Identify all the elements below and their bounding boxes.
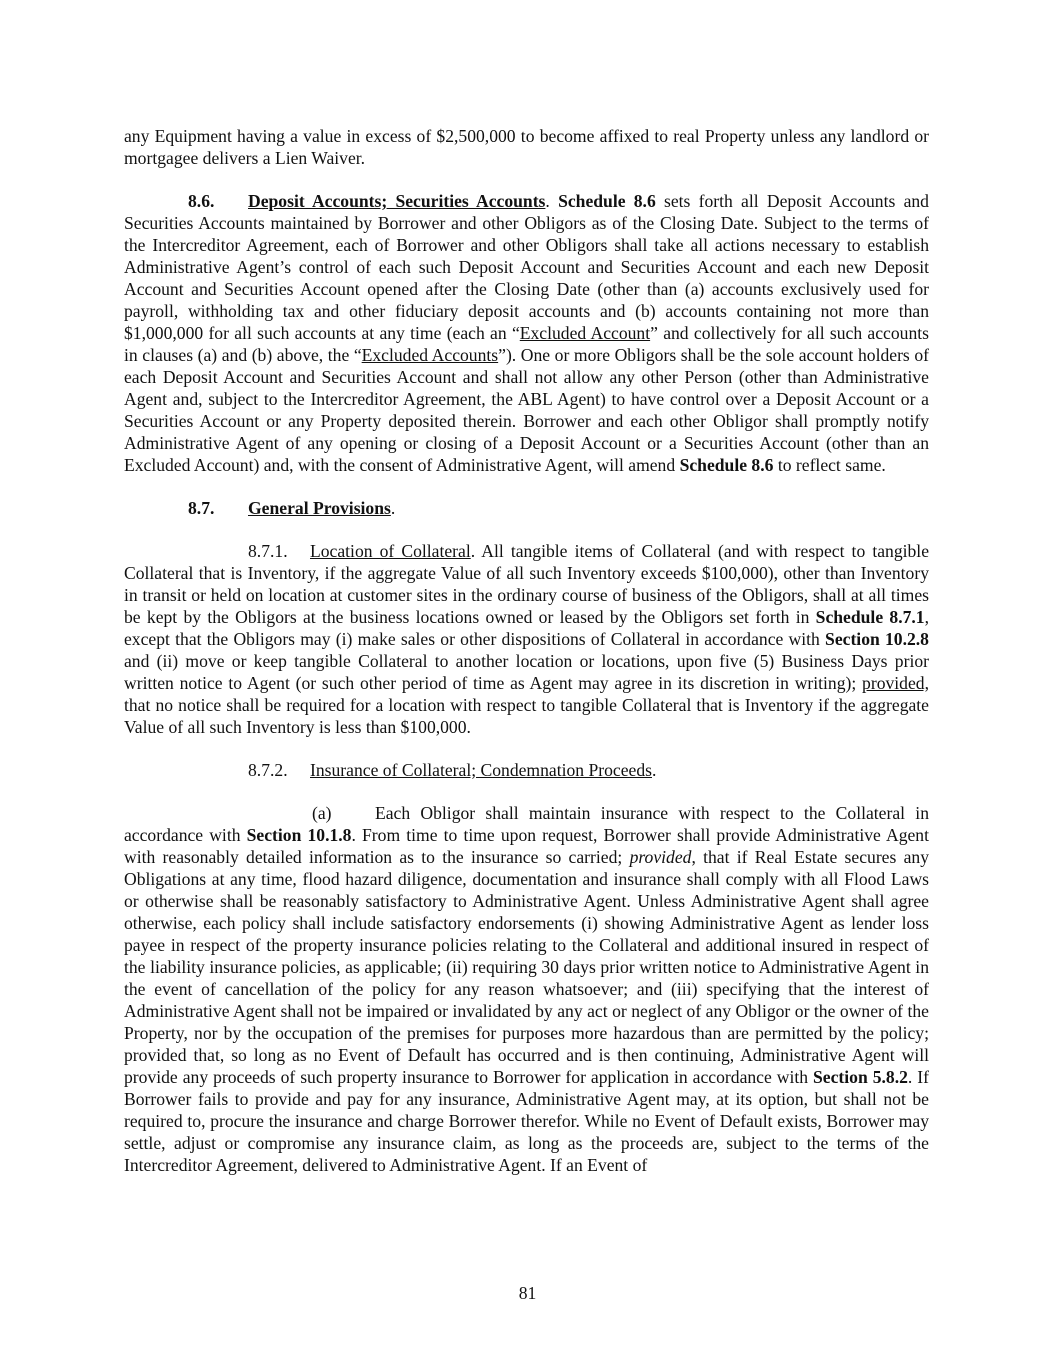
proviso: provided, <box>862 673 929 693</box>
subsection-title: Location of Collateral <box>310 541 471 561</box>
defined-term: Excluded Accounts <box>361 345 499 365</box>
section-8-7-2: 8.7.2. Insurance of Collateral; Condemnation Proceeds. <box>248 760 657 780</box>
section-number: 8.7. <box>188 498 215 518</box>
section-title: General Provisions <box>248 498 391 518</box>
subsection-number: 8.7.1. <box>248 541 288 561</box>
paragraph-label: (a) <box>312 803 332 823</box>
schedule-ref: Schedule 8.6 <box>558 191 656 211</box>
section-8-6: 8.6. Deposit Accounts; Securities Accounts. Schedule 8.6 sets forth all Deposit Accounts and Securities Accounts maintained by Borrower and other Obligors as of the Closing Date. Subject to the terms of the Intercreditor Agreement, each of Borrower and other Obligors shall take all actions necessary to establish Administrative Agent’s control of each such Deposit Account and Securities Account and each new Deposit Account and Securities Account opened after the Closing Date (other than (a) accounts exclusively used for payroll, withholding tax and other fiduciary deposit accounts and (b) accounts containing not more than $1,000,000 for all such accounts at any time (each an “Excluded Account” and collectively for all such accounts in clauses (a) and (b) above, the “Excluded Accounts”). One or more Obligors shall be the sole account holders of each Deposit Account and Securities Account and shall not allow any other Person (other than Administrative Agent and, subject to the Intercreditor Agreement, the ABL Agent) to have control over a Deposit Account or a Securities Account or any Property deposited therein. Borrower and each other Obligor shall promptly notify Administrative Agent of any opening or closing of a Deposit Account or a Securities Account (other than an Excluded Account) and, with the consent of Administrative Agent, will amend Schedule 8.6 to reflect same. <box>124 191 929 475</box>
section-ref: Section 10.2.8 <box>825 629 929 649</box>
section-8-7: 8.7. General Provisions. <box>188 498 396 518</box>
proviso: provided <box>629 847 692 867</box>
schedule-ref: Schedule 8.6 <box>679 455 774 475</box>
page-number: 81 <box>518 1283 537 1303</box>
subsection-title: Insurance of Collateral; Condemnation Proceeds <box>310 760 652 780</box>
section-ref: Section 5.8.2 <box>813 1067 908 1087</box>
paragraph-a: (a) Each Obligor shall maintain insurance with respect to the Collateral in accordance with Section 10.1.8. From time to time upon request, Borrower shall provide Administrative Agent with reasonably detailed information as to the insurance so carried; provided, that if Real Estate secures any Obligations at any time, flood hazard diligence, documentation and insurance shall comply with all Flood Laws or otherwise shall be reasonably satisfactory to Administrative Agent. Unless Administrative Agent shall agree otherwise, each policy shall include satisfactory endorsements (i) showing Administrative Agent as lender loss payee in respect of the property insurance policies relating to the Collateral and additional insured in respect of the liability insurance policies, as applicable; (ii) requiring 30 days prior written notice to Administrative Agent in the event of cancellation of the policy for any reason whatsoever; and (iii) specifying that the interest of Administrative Agent shall not be impaired or invalidated by any act or neglect of any Obligor or the owner of the Property, nor by the occupation of the premises for purposes more hazardous than are permitted by the policy; provided that, so long as no Event of Default has occurred and is then continuing, Administrative Agent will provide any proceeds of such property insurance to Borrower for application in accordance with Section 5.8.2. If Borrower fails to provide and pay for any insurance, Administrative Agent may, at its option, but shall not be required to, procure the insurance and charge Borrower therefor. While no Event of Default exists, Borrower may settle, adjust or compromise any insurance claim, as long as the proceeds are, subject to the terms of the Intercreditor Agreement, delivered to Administrative Agent. If an Event of <box>124 803 930 1175</box>
subsection-number: 8.7.2. <box>248 760 288 780</box>
section-number: 8.6. <box>188 191 215 211</box>
document-page <box>124 125 929 1176</box>
section-ref: Section 10.1.8 <box>246 825 352 845</box>
paragraph-continuation: any Equipment having a value in excess of $2,500,000 to become affixed to real Property unless any landlord or mortgagee delivers a Lien Waiver. <box>124 126 929 168</box>
section-title: Deposit Accounts; Securities Accounts <box>248 191 546 211</box>
schedule-ref: Schedule 8.7.1 <box>815 607 925 627</box>
defined-term: Excluded Account <box>519 323 651 343</box>
section-8-7-1: 8.7.1. Location of Collateral. All tangible items of Collateral (and with respect to tangible Collateral that is Inventory, if the aggregate Value of all such Inventory exceeds $100,000), other than Inventory in transit or held on location at customer sites in the ordinary course of business of the Obligors, shall at all times be kept by the Obligors at the business locations owned or leased by the Obligors set forth in Schedule 8.7.1, except that the Obligors may (i) make sales or other dispositions of Collateral in accordance with Section 10.2.8 and (ii) move or keep tangible Collateral to another location or locations, upon five (5) Business Days prior written notice to Agent (or such other period of time as Agent may agree in its discretion in writing); provided, that no notice shall be required for a location with respect to tangible Collateral that is Inventory if the aggregate Value of all such Inventory is less than $100,000. <box>124 541 930 737</box>
